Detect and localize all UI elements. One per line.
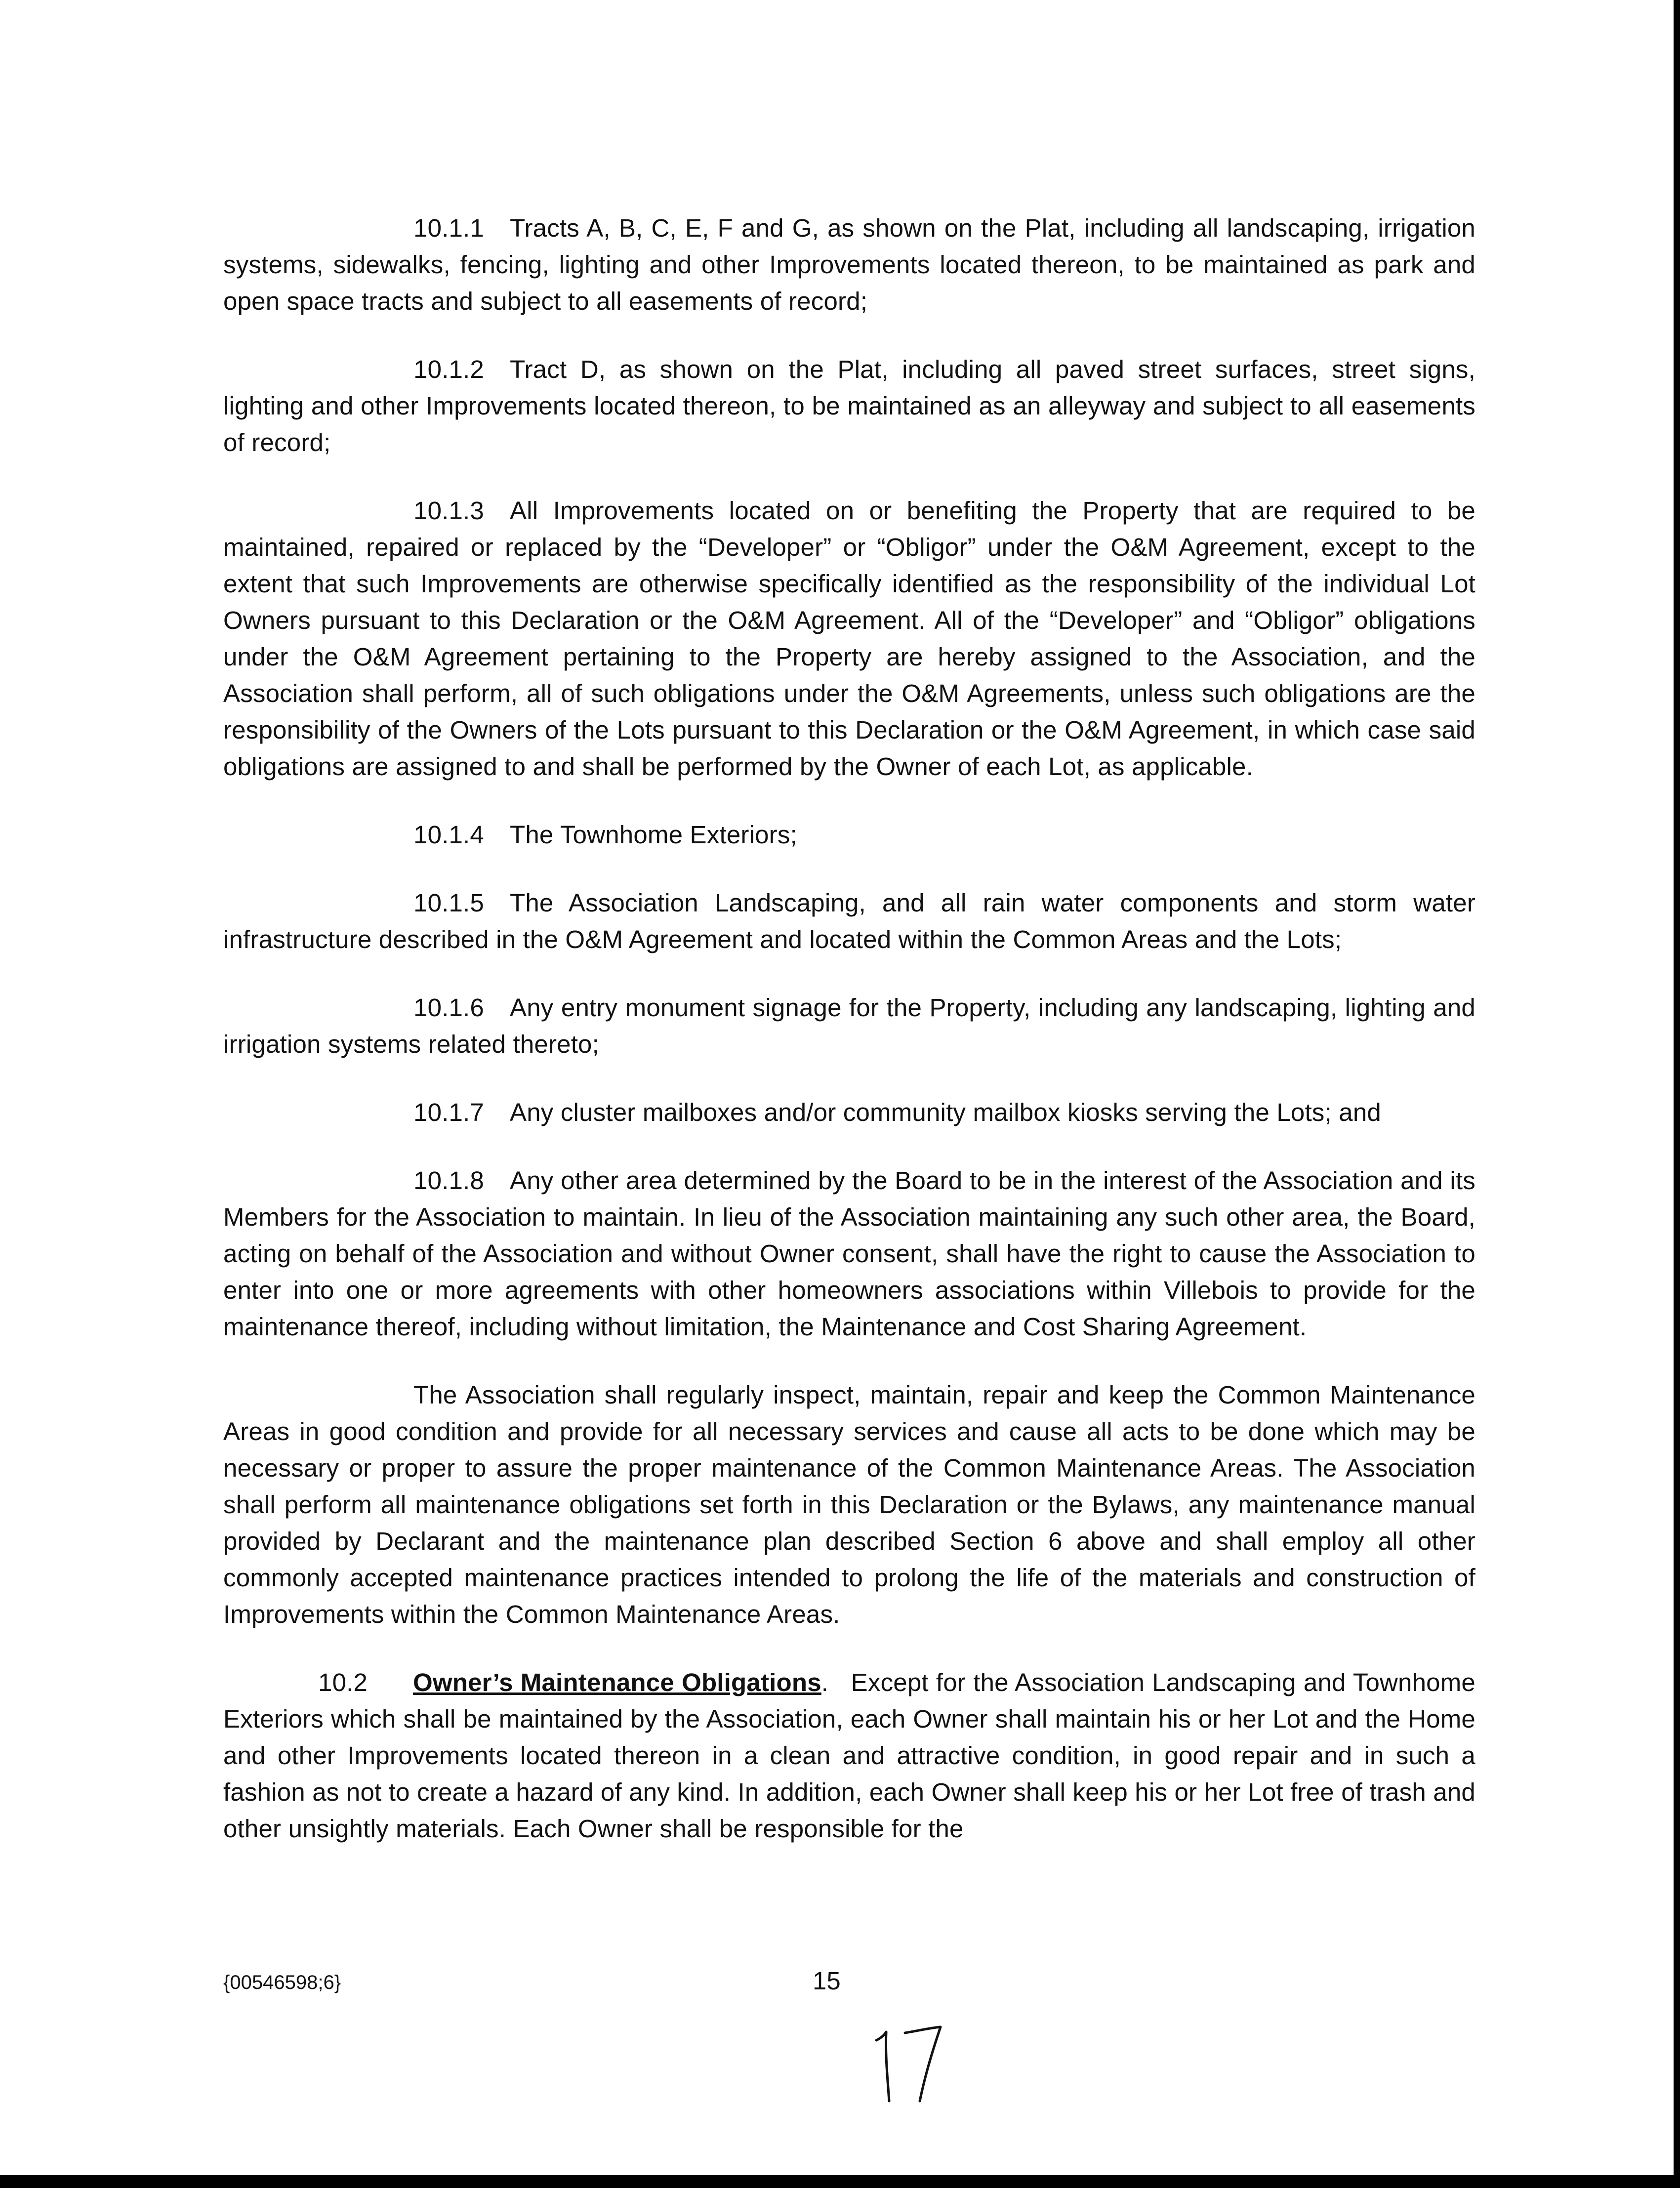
paragraph-number: 10.1.2 [413,355,484,383]
section-heading-punct: . [821,1668,829,1696]
paragraph-text: Any cluster mailboxes and/or community mailbox kiosks serving the Lots; and [510,1098,1381,1126]
paragraph-10-1-1 [223,210,1475,320]
paragraph-text: Any other area determined by the Board to be in the interest of the Association and its Members for the Association to maintain. In lieu of the Association maintaining any such other area, the Board, acting on behalf of the Association and without Owner consent, shall have the right to cause the Association to enter into one or more agreements with other homeowners associations within Villebois to provide for the maintenance thereof, including without limitation, the Maintenance and Cost Sharing Agreement. [223,1166,1475,1341]
paragraph-10-1-8 [223,1162,1475,1345]
paragraph-text: All Improvements located on or benefiting the Property that are required to be maintained, repaired or replaced by the “Developer” or “Obligor” under the O&M Agreement, except to the extent that such Improvements are otherwise specifically identified as the responsibility of the individual Lot Owners pursuant to this Declaration or the O&M Agreement. All of the “Developer” and “Obligor” obligations under the O&M Agreement pertaining to the Property are hereby assigned to the Association, and the Association shall perform, all of such obligations under the O&M Agreements, unless such obligations are the responsibility of the Owners of the Lots pursuant to this Declaration or the O&M Agreement, in which case said obligations are assigned to and shall be performed by the Owner of each Lot, as applicable. [223,496,1475,781]
scan-bottom-edge [0,2175,1680,2188]
paragraph-10-1-4 [223,817,1475,853]
paragraph-text: The Townhome Exteriors; [510,821,797,849]
document-body [223,210,1475,1879]
paragraph-number: 10.1.7 [413,1098,484,1126]
paragraph-number: 10.1.3 [413,496,484,525]
section-number: 10.2 [318,1668,368,1696]
paragraph-number: 10.1.8 [413,1166,484,1195]
section-10-2-paragraph [223,1664,1475,1847]
association-maintenance-paragraph: The Association shall regularly inspect, maintain, repair and keep the Common Maintenance Areas in good condition and provide for all necessary services and cause all acts to be done which may be necessary or proper to assure the proper maintenance of the Common Maintenance Areas. The Association shall perform all maintenance obligations set forth in this Declaration or the Bylaws, any maintenance manual provided by Declarant and the maintenance plan described Section 6 above and shall employ all other commonly accepted maintenance practices intended to prolong the life of the materials and construction of Improvements within the Common Maintenance Areas. [223,1381,1475,1628]
scan-right-edge [1674,0,1680,2188]
section-heading: Owner’s Maintenance Obligations [413,1668,821,1696]
paragraph-number: 10.1.1 [413,214,484,242]
paragraph-10-1-2 [223,351,1475,461]
paragraph-10-1-3 [223,493,1475,785]
section-text: Except for the Association Landscaping and Townhome Exteriors which shall be maintained by the Association, each Owner shall maintain his or her Lot and the Home and other Improvements located thereon in a clean and attractive condition, in good repair and in such a fashion as not to create a hazard of any kind. In addition, each Owner shall keep his or her Lot free of trash and other unsightly materials. Each Owner shall be responsible for the [223,1668,1475,1843]
paragraph-10-1-5 [223,885,1475,958]
document-id: {00546598;6} [223,1972,341,1993]
paragraph-10-1-6 [223,990,1475,1063]
paragraph-text: Tracts A, B, C, E, F and G, as shown on the Plat, including all landscaping, irrigation systems, sidewalks, fencing, lighting and other Improvements located thereon, to be maintained as park and open space tracts and subject to all easements of record; [223,214,1475,315]
handwritten-page-number [870,2018,949,2107]
paragraph-text: Tract D, as shown on the Plat, including all paved street surfaces, street signs, lighting and other Improvements located thereon, to be maintained as an alleyway and subject to all easements of record; [223,355,1475,456]
paragraph-text: Any entry monument signage for the Property, including any landscaping, lighting and irrigation systems related thereto; [223,993,1475,1058]
paragraph-10-1-7 [223,1094,1475,1131]
paragraph-text: The Association Landscaping, and all rain water components and storm water infrastructure described in the O&M Agreement and located within the Common Areas and the Lots; [223,889,1475,953]
page-number: 15 [813,1967,841,1995]
paragraph-number: 10.1.4 [413,821,484,849]
paragraph-number: 10.1.6 [413,993,484,1022]
paragraph-number: 10.1.5 [413,889,484,917]
